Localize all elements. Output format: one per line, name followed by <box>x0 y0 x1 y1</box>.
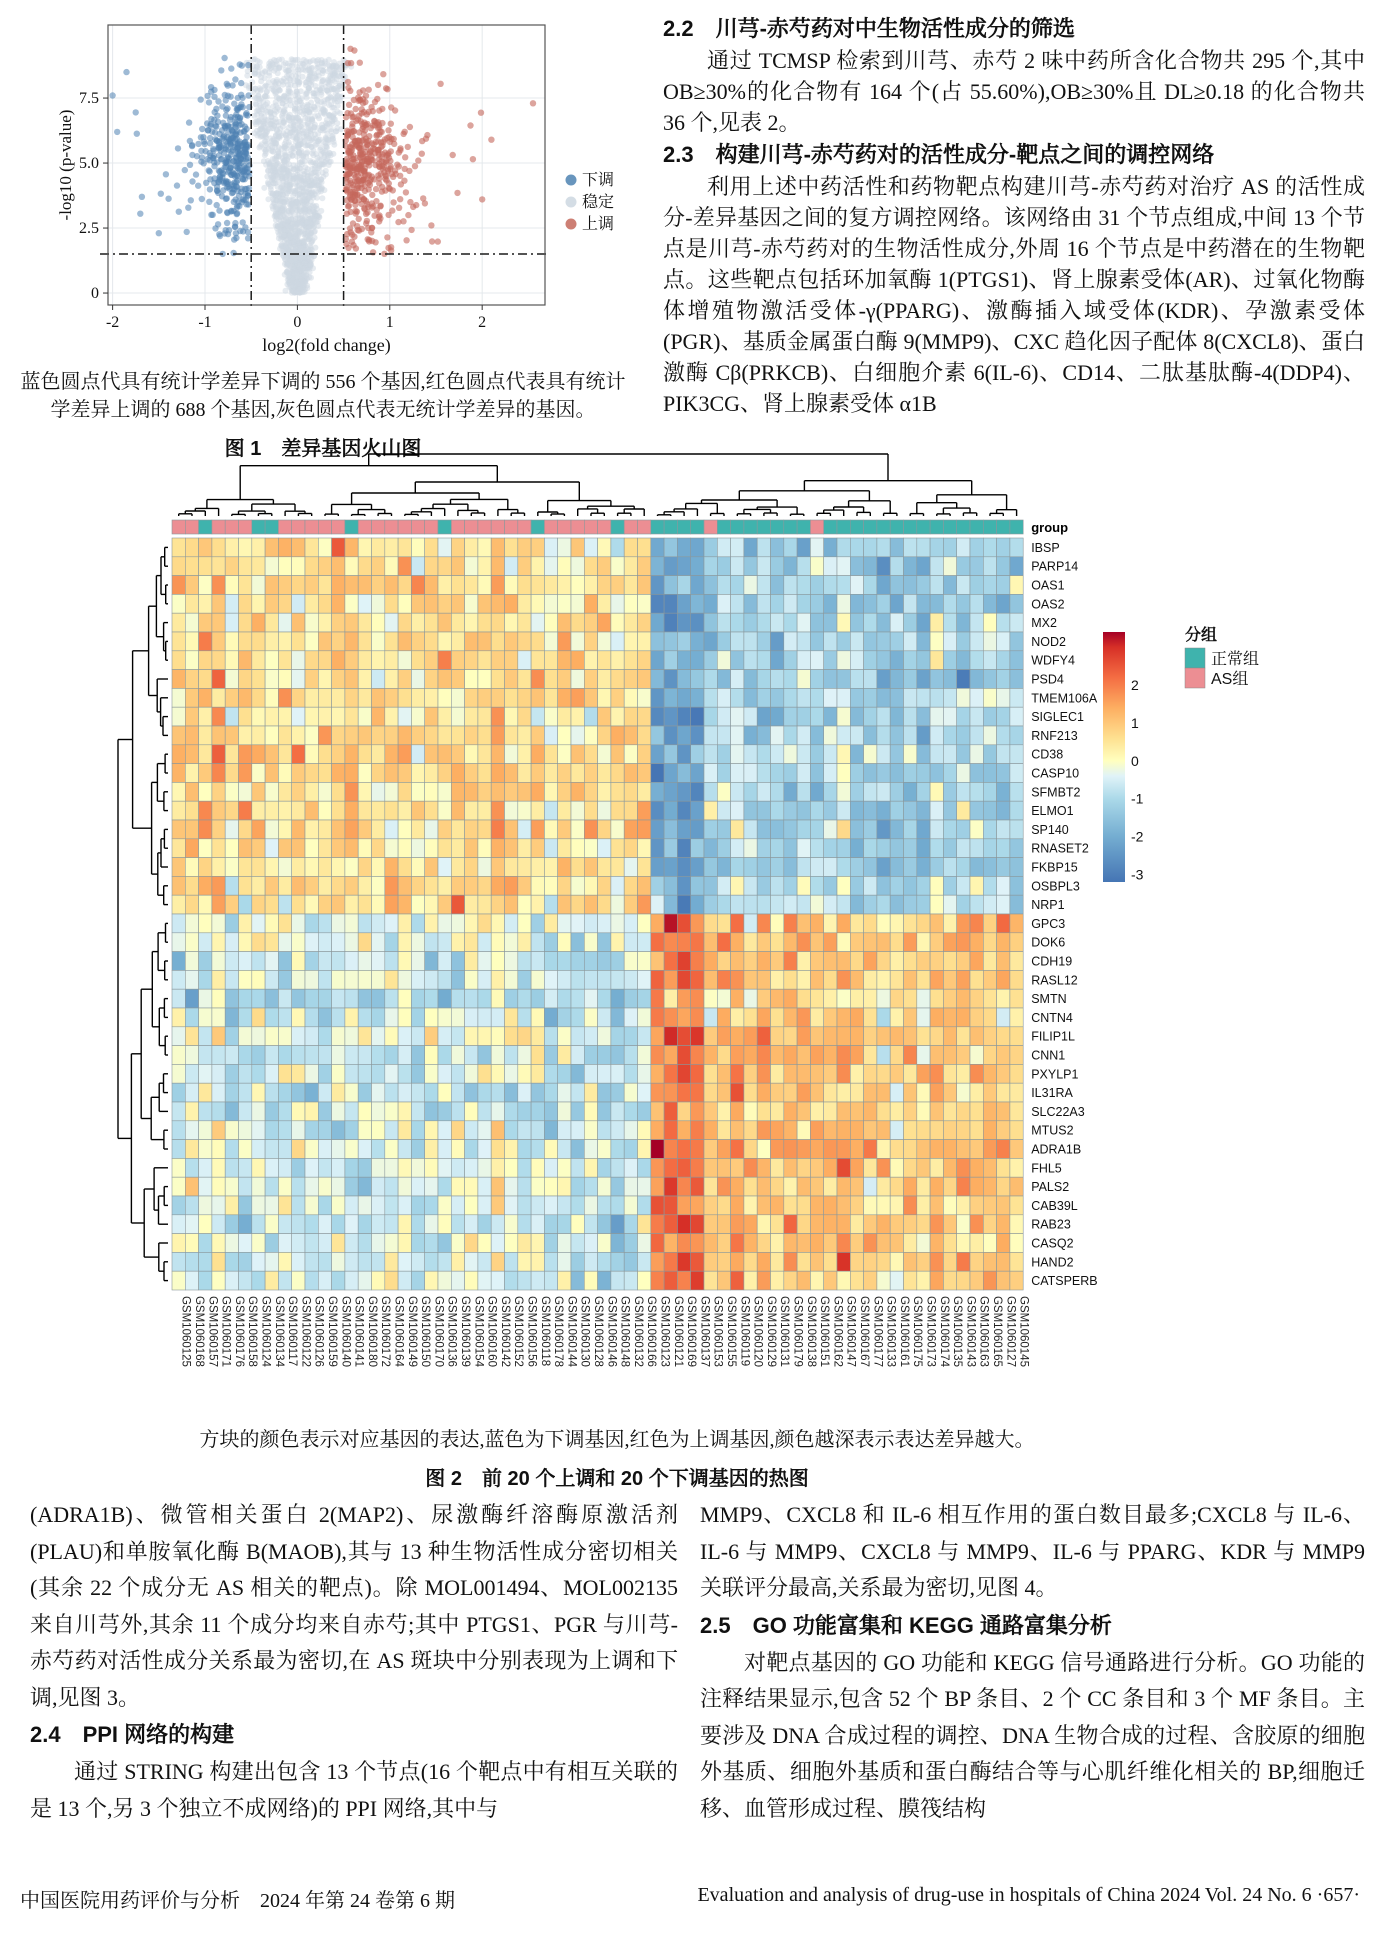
svg-text:0: 0 <box>293 314 302 331</box>
figure1-volcano <box>15 8 631 461</box>
heatmap-figure <box>112 450 1362 1395</box>
section-2-5-paragraph: 对靶点基因的 GO 功能和 KEGG 信号通路进行分析。GO 功能的注释结果显示,包含 52 个 BP 条目、2 个 CC 条目和 3 个 MF 条目。主要涉及 DNA 合成过程的调控、DNA 生物合成的过程、含胶原的细胞外基质、细胞外基质和蛋白酶结合等与心肌纤维化相关的 BP,细胞迁移、血管形成过程、膜筏结构 <box>700 1649 1365 1821</box>
group-annotation-bar <box>172 520 1023 534</box>
column-top-right <box>663 12 1365 448</box>
section-2-4-paragraph: 通过 STRING 构建出包含 13 个节点(16 个靶点中有相互关联的是 13 个,另 3 个独立不成网络)的 PPI 网络,其中与 <box>30 1759 678 1821</box>
footer-journal-cn: 中国医院用药评价与分析 2024 年第 24 卷第 6 期 <box>20 1890 455 1912</box>
figure1-title: 图 1 差异基因火山图 <box>224 438 422 460</box>
figure2-heatmap <box>112 450 1362 1491</box>
svg-text:log2(fold change): log2(fold change) <box>262 335 391 355</box>
svg-text:1: 1 <box>385 314 394 331</box>
gene-labels <box>1031 541 1098 1288</box>
footer-journal-en: Evaluation and analysis of drug-use in hospitals of China 2024 Vol. 24 No. 6 ·657· <box>697 1884 1360 1906</box>
column-dendrogram <box>179 454 1017 516</box>
colorbar-ticks <box>1131 677 1144 882</box>
figure2-note: 方块的颜色表示对应基因的表达,蓝色为下调基因,红色为上调基因,颜色越深表示表达差异越大。 <box>199 1429 1035 1451</box>
section-2-4-heading: 2.4 PPI 网络的构建 <box>30 1722 235 1747</box>
page-footer <box>20 1884 1360 1913</box>
section-2-5-heading: 2.5 GO 功能富集和 KEGG 通路富集分析 <box>700 1612 1112 1638</box>
group-legend <box>1185 625 1259 688</box>
svg-text:-log10 (p-value): -log10 (p-value) <box>56 109 75 221</box>
svg-text:稳定: 稳定 <box>582 194 615 211</box>
svg-text:2: 2 <box>478 314 487 331</box>
svg-text:-2: -2 <box>105 314 120 331</box>
section-2-3-paragraph: 利用上述中药活性和药物靶点构建川芎-赤芍药对治疗 AS 的活性成分-差异基因之间的复方调控网络。该网络由 31 个节点组成,中间 13 个节点是川芎-赤芍药对的生物活性成分,外周 16 个节点是中药潜在的生物靶点。这些靶点包括环加氧酶 1(PTGS1)、肾上腺素受体(AR)、过氧化物酶体增殖物激活受体-γ(PPARG)、激酶插入域受体(KDR)、孕激素受体(PGR)、基质金属蛋白酶 9(MMP9)、CXC 趋化因子配体 8(CXCL8)、蛋白激酶 Cβ(PRKCB)、白细胞介素 6(IL-6)、CD14、二肽基肽酶-4(DDP4)、PIK3CG、肾上腺素受体 α1B <box>663 174 1365 416</box>
svg-text:5.0: 5.0 <box>79 155 99 173</box>
svg-text:group: group <box>1031 520 1069 535</box>
svg-text:-1: -1 <box>198 314 212 331</box>
column-bottom-left <box>30 1497 678 1877</box>
svg-text:2.5: 2.5 <box>79 220 99 238</box>
section-2-3-heading: 2.3 构建川芎-赤芍药对的活性成分-靶点之间的调控网络 <box>663 142 1215 167</box>
volcano-plot <box>55 8 675 366</box>
heatmap-cells <box>172 538 1023 1290</box>
continuation-paragraph-left: (ADRA1B)、微管相关蛋白 2(MAP2)、尿激酶纤溶酶原激活剂(PLAU)和单胺氧化酶 B(MAOB),其与 13 种生物活性成分密切相关(其余 22 个成分无 AS 相关的靶点)。除 MOL001494、MOL002135 来自川芎外,其余 11 个成分均来自赤芍;其中 PTGS1、PGR 与川芎-赤芍药对活性成分关系最为密切,在 AS 斑块中分别表现为上调和下调,见图 3。 <box>30 1502 678 1710</box>
svg-text:下调: 下调 <box>582 172 615 189</box>
continuation-paragraph-right: MMP9、CXCL8 和 IL-6 相互作用的蛋白数目最多;CXCL8 与 IL-6、IL-6 与 MMP9、CXCL8 与 MMP9、IL-6 与 PPARG、KDR 与 MMP9 关联评分最高,关系最为密切,见图 4。 <box>700 1502 1365 1600</box>
figure2-title: 图 2 前 20 个上调和 20 个下调基因的热图 <box>425 1468 809 1490</box>
volcano-legend <box>566 171 615 233</box>
colorbar <box>1103 632 1125 882</box>
svg-text:0: 0 <box>91 285 99 303</box>
svg-text:上调: 上调 <box>582 216 615 233</box>
sample-labels <box>180 1296 1030 1368</box>
column-bottom-right <box>700 1497 1365 1877</box>
row-dendrogram <box>118 547 168 1280</box>
section-2-2-heading: 2.2 川芎-赤芍药对中生物活性成分的筛选 <box>663 16 1075 41</box>
figure1-note: 蓝色圆点代具有统计学差异下调的 556 个基因,红色圆点代表具有统计学差异上调的 688 个基因,灰色圆点代表无统计学差异的基因。 <box>20 371 626 421</box>
section-2-2-paragraph: 通过 TCMSP 检索到川芎、赤芍 2 味中药所含化合物共 295 个,其中 OB≥30%的化合物有 164 个(占 55.60%),OB≥30%且 DL≥0.18 的化合物共 36 个,见表 2。 <box>663 48 1365 135</box>
svg-text:7.5: 7.5 <box>79 90 99 108</box>
